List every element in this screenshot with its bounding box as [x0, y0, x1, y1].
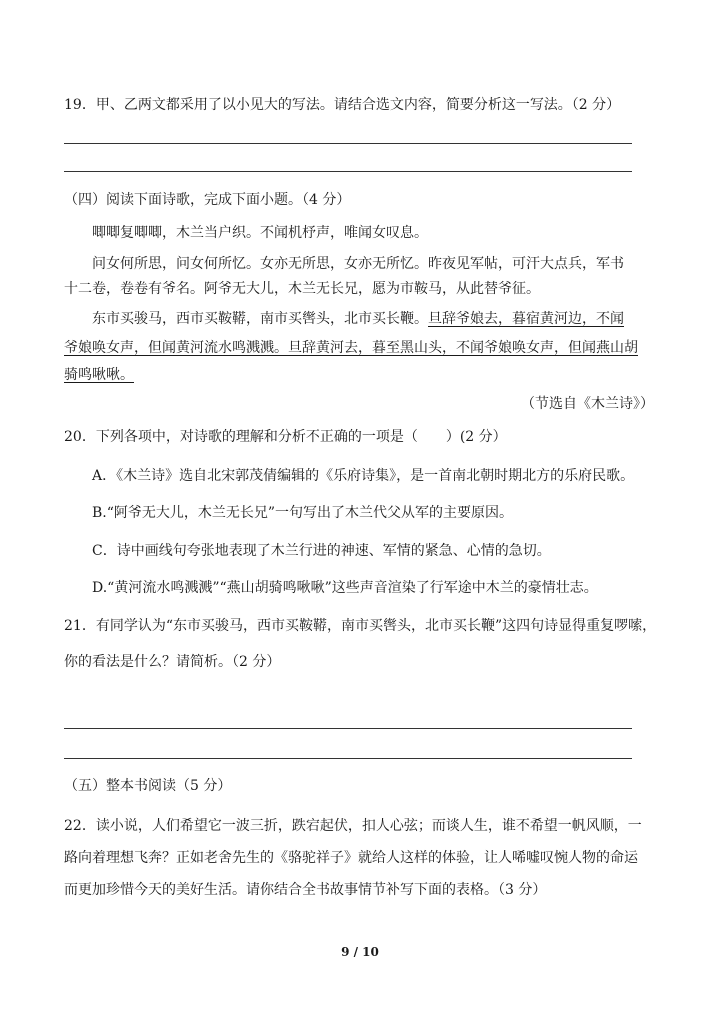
- question-19-text: 19．甲、乙两文都采用了以小见大的写法。请结合选文内容，简要分析这一写法。（2 分）: [64, 97, 621, 113]
- poem-line: [92, 309, 624, 329]
- question-21-text: 你的看法是什么？请简析。（2 分）: [64, 654, 281, 670]
- poem-underlined-text: 爷娘唤女声，但闻黄河流水鸣溅溅。旦辞黄河去，暮至黑山头，不闻爷娘唤女声，但闻燕山胡: [64, 340, 638, 356]
- question-21-text: 21．有同学认为“东市买骏马，西市买鞍鞯，南市买辔头，北市买长鞭”这四句诗显得重复啰嗦，: [64, 618, 657, 634]
- answer-line: [64, 171, 632, 172]
- section-5-title: （五）整本书阅读（5 分）: [64, 778, 232, 794]
- poem-line-plain: 东市买骏马，西市买鞍鞯，南市买辔头，北市买长鞭。: [92, 311, 428, 327]
- answer-line: [64, 758, 632, 759]
- poem-underlined-text: 骑鸣啾啾。: [64, 367, 134, 383]
- answer-line: [64, 728, 632, 729]
- option-a: A．《木兰诗》选自北宋郭茂倩编辑的《乐府诗集》，是一首南北朝时期北方的乐府民歌。: [92, 468, 635, 484]
- answer-line: [64, 143, 632, 144]
- poem-line: 十二卷，卷卷有爷名。阿爷无大儿，木兰无长兄，愿为市鞍马，从此替爷征。: [64, 281, 540, 297]
- option-b: B.“阿爷无大儿，木兰无长兄”一句写出了木兰代父从军的主要原因。: [92, 505, 514, 521]
- poem-line: 问女何所思，问女何所忆。女亦无所思，女亦无所忆。昨夜见军帖，可汗大点兵，军书: [92, 256, 624, 272]
- page-number: 9 / 10: [341, 945, 379, 959]
- option-c: C．诗中画线句夸张地表现了木兰行进的神速、军情的紧急、心情的急切。: [92, 543, 551, 559]
- section-4-title: （四）阅读下面诗歌，完成下面小题。（4 分）: [64, 192, 351, 208]
- question-22-text: 22．读小说，人们希望它一波三折，跌宕起伏，扣人心弦；而谈人生，谁不希望一帆风顺，一: [64, 818, 642, 834]
- poem-underlined-text: 旦辞爷娘去，暮宿黄河边，不闻: [428, 311, 624, 327]
- poem-source: （节选自《木兰诗》）: [521, 396, 654, 412]
- question-20-stem: 20．下列各项中，对诗歌的理解和分析不正确的一项是（ ）(2 分）: [64, 429, 507, 445]
- poem-line: 唧唧复唧唧，木兰当户织。不闻机杼声，唯闻女叹息。: [92, 225, 428, 241]
- question-22-text: 而更加珍惜今天的美好生活。请你结合全书故事情节补写下面的表格。（3 分）: [64, 882, 547, 898]
- option-d: D.“黄河流水鸣溅溅”“燕山胡骑鸣啾啾”这些声音渲染了行军途中木兰的豪情壮志。: [92, 580, 598, 596]
- question-22-text: 路向着理想飞奔？正如老舍先生的《骆驼祥子》就给人这样的体验，让人唏嘘叹惋人物的命运: [64, 850, 638, 866]
